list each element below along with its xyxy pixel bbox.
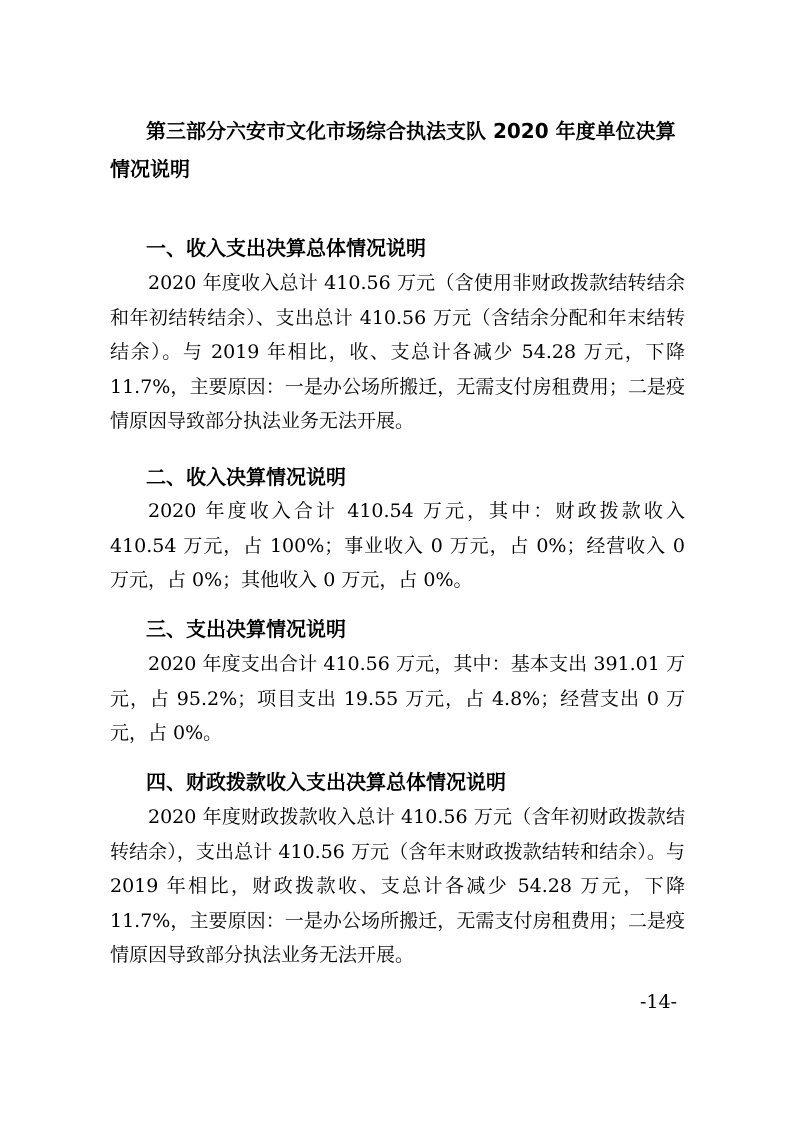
section-3-heading: 三、支出决算情况说明 bbox=[146, 617, 346, 641]
section-4-heading: 四、财政拨款收入支出决算总体情况说明 bbox=[146, 770, 506, 794]
section-2-heading: 二、收入决算情况说明 bbox=[146, 465, 346, 489]
section-3-paragraph: 2020 年度支出合计 410.56 万元，其中：基本支出 391.01 万元，占 95.2%；项目支出 19.55 万元，占 4.8%；经营支出 0 万元，占 0%。 bbox=[110, 653, 685, 745]
page-title: 第三部分六安市文化市场综合执法支队 2020 年度单位决算情况说明 bbox=[110, 119, 676, 181]
section-2-paragraph: 2020 年度收入合计 410.54 万元，其中：财政拨款收入 410.54 万元，占 100%；事业收入 0 万元，占 0%；经营收入 0 万元，占 0%；其他收入 0 万元，占 0%。 bbox=[110, 500, 685, 592]
section-1-paragraph: 2020 年度收入总计 410.56 万元（含使用非财政拨款结转结余和年初结转结余）、支出总计 410.56 万元（含结余分配和年末结转结余）。与 2019 年相比，收、支总计各减少 54.28 万元，下降 11.7%，主要原因：一是办公场所搬迁，无需支付房租费用；二是疫情原因导致部分执法业务无法开展。 bbox=[110, 272, 685, 433]
section-4-paragraph: 2020 年度财政拨款收入总计 410.56 万元（含年初财政拨款结转结余），支出总计 410.56 万元（含年末财政拨款结转和结余）。与 2019 年相比，财政拨款收、支总计各减少 54.28 万元，下降 11.7%，主要原因：一是办公场所搬迁，无需支付房租费用；二是疫情原因导致部分执法业务无法开展。 bbox=[110, 806, 685, 967]
section-1-heading: 一、收入支出决算总体情况说明 bbox=[146, 236, 426, 260]
page-number: -14- bbox=[640, 991, 678, 1013]
